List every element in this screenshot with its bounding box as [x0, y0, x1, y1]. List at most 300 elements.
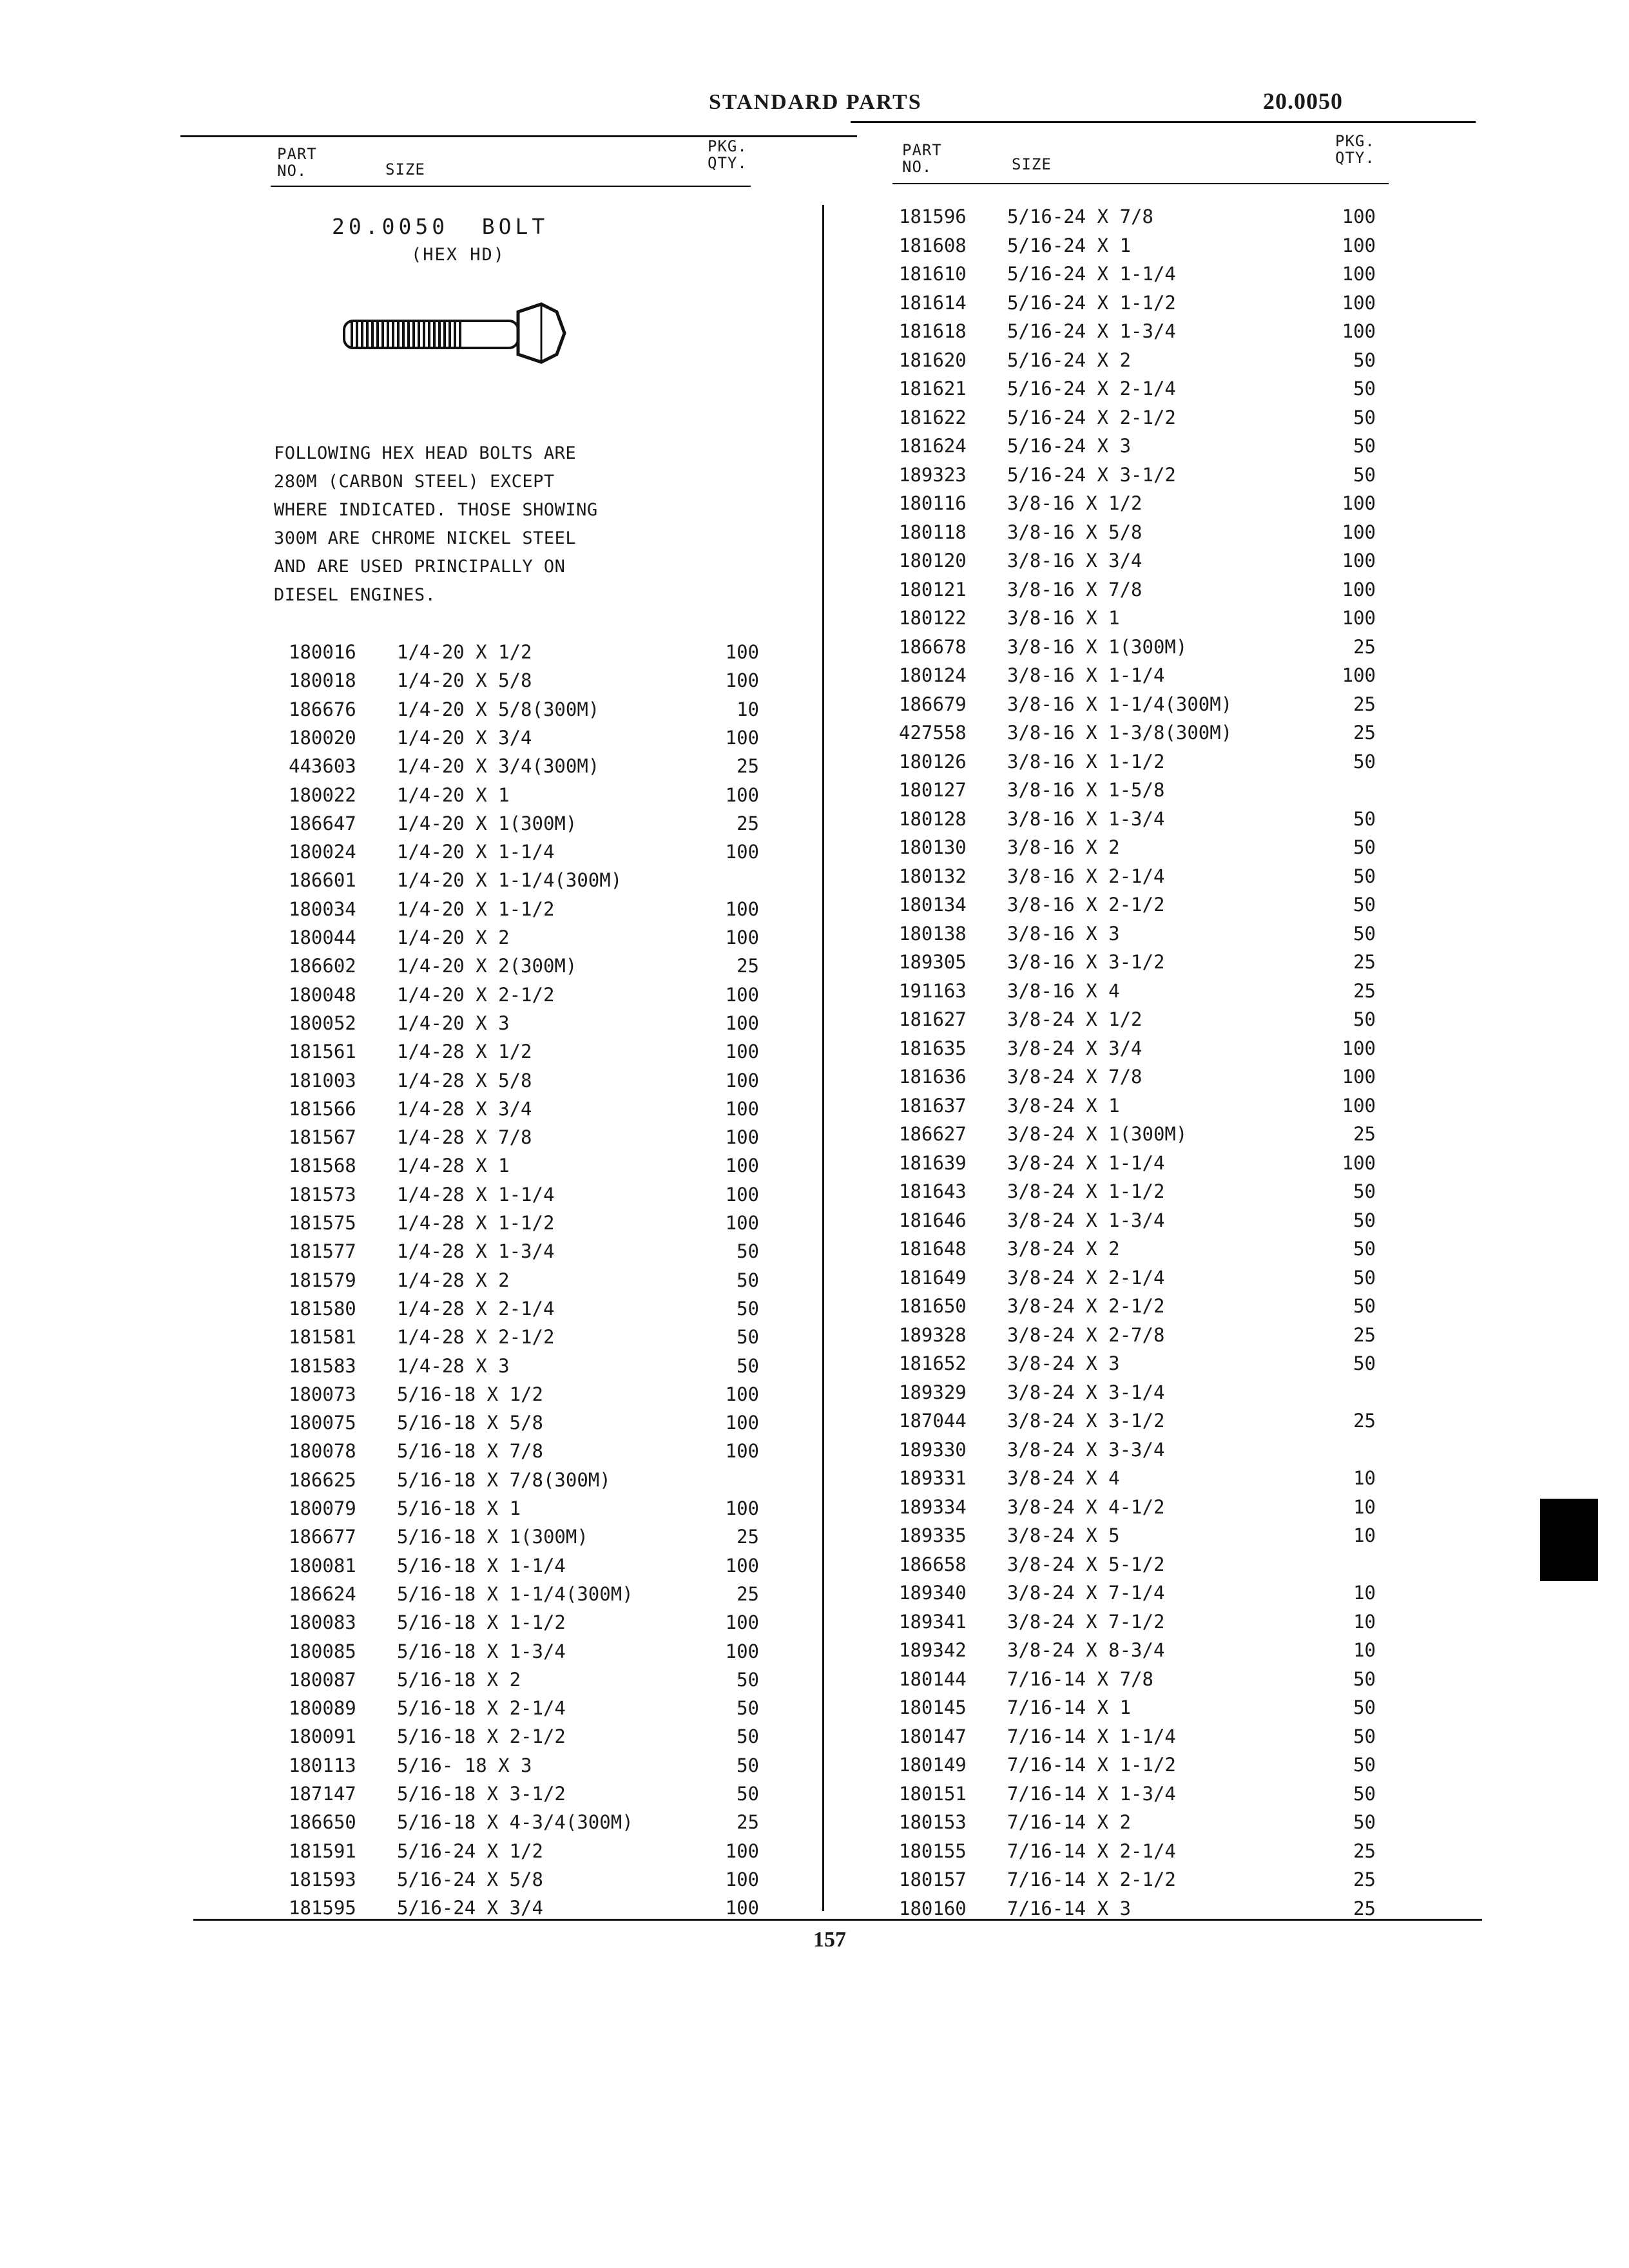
- part-size: 3/8-24 X 7-1/2: [1007, 1610, 1165, 1633]
- package-quantity: 100: [725, 1041, 759, 1063]
- table-row: [899, 546, 1376, 575]
- part-size: 5/16-18 X 1(300M): [397, 1526, 588, 1548]
- package-quantity: 100: [725, 669, 759, 692]
- table-row: [289, 1494, 759, 1523]
- part-number: 181583: [289, 1354, 356, 1377]
- part-size: 3/8-24 X 3-1/4: [1007, 1381, 1165, 1403]
- section-number: 20.0050: [1263, 88, 1343, 114]
- part-number: 181621: [899, 378, 967, 399]
- hex-head-bolt-illustration: [340, 298, 572, 369]
- table-row: [899, 1264, 1376, 1292]
- part-size: 1/4-20 X 5/8: [397, 669, 532, 692]
- part-size: 5/16-24 X 7/8: [1007, 206, 1153, 227]
- part-number: 181622: [899, 406, 967, 428]
- part-size: 1/4-28 X 3: [397, 1354, 510, 1377]
- part-size: 3/8-24 X 2-1/2: [1007, 1295, 1165, 1317]
- part-size: 3/8-16 X 1-1/2: [1007, 750, 1165, 773]
- table-row: [289, 666, 759, 695]
- package-quantity: 50: [1353, 1266, 1376, 1289]
- table-row: [899, 1894, 1376, 1923]
- table-row: [899, 1808, 1376, 1836]
- table-row: [899, 1062, 1376, 1091]
- part-number: 180091: [289, 1725, 356, 1748]
- part-size: 5/16-18 X 1-1/4(300M): [397, 1582, 633, 1605]
- package-quantity: 50: [1353, 349, 1376, 371]
- table-row: [289, 866, 759, 894]
- part-size: 5/16-18 X 1-1/4: [397, 1554, 566, 1577]
- part-size: 3/8-16 X 1-3/8(300M): [1007, 722, 1233, 744]
- part-number: 180034: [289, 898, 356, 920]
- table-row: [899, 1579, 1376, 1607]
- table-row: [899, 1608, 1376, 1636]
- package-quantity: 100: [1342, 291, 1376, 314]
- table-row: [289, 1580, 759, 1608]
- part-number: 180044: [289, 927, 356, 948]
- part-size: 5/16-24 X 1-1/4: [1007, 263, 1176, 285]
- part-number: 181639: [899, 1151, 967, 1174]
- part-number: 180153: [899, 1811, 967, 1833]
- package-quantity: 100: [725, 1554, 759, 1577]
- package-quantity: 50: [1353, 836, 1376, 858]
- part-size: 3/8-24 X 3-1/2: [1007, 1410, 1165, 1432]
- package-quantity: 100: [725, 1611, 759, 1634]
- package-quantity: 100: [725, 1897, 759, 1919]
- part-size: 3/8-24 X 1-3/4: [1007, 1209, 1165, 1231]
- part-size: 3/8-16 X 2: [1007, 836, 1120, 858]
- table-row: [899, 374, 1376, 403]
- part-size: 3/8-24 X 4-1/2: [1007, 1495, 1165, 1518]
- part-size: 3/8-16 X 7/8: [1007, 578, 1142, 601]
- part-size: 3/8-16 X 1: [1007, 607, 1120, 629]
- part-size: 5/16-24 X 1: [1007, 234, 1132, 256]
- table-row: [899, 575, 1376, 604]
- table-row: [289, 695, 759, 724]
- table-row: [289, 1751, 759, 1780]
- part-size: 7/16-14 X 7/8: [1007, 1667, 1153, 1690]
- part-size: 5/16-18 X 7/8(300M): [397, 1468, 611, 1491]
- part-number: 186624: [289, 1582, 356, 1605]
- part-number: 180147: [899, 1725, 967, 1747]
- part-number: 181620: [899, 349, 967, 371]
- table-row: [289, 1552, 759, 1580]
- part-size: 3/8-16 X 5/8: [1007, 521, 1142, 543]
- package-quantity: 100: [1342, 1151, 1376, 1174]
- part-size: 5/16-24 X 1-3/4: [1007, 320, 1176, 342]
- part-number: 180079: [289, 1497, 356, 1519]
- part-number: 180087: [289, 1668, 356, 1691]
- part-size: 7/16-14 X 1: [1007, 1696, 1132, 1718]
- package-quantity: 100: [725, 1212, 759, 1234]
- part-size: 1/4-20 X 1/2: [397, 641, 532, 663]
- part-number: 180048: [289, 983, 356, 1006]
- part-size: 7/16-14 X 1-1/2: [1007, 1754, 1176, 1776]
- part-number: 180124: [899, 664, 967, 686]
- package-quantity: 50: [1353, 894, 1376, 916]
- part-number: 181591: [289, 1840, 356, 1862]
- package-quantity: 50: [737, 1668, 759, 1691]
- part-size: 1/4-28 X 7/8: [397, 1126, 532, 1149]
- part-size: 1/4-20 X 3/4: [397, 726, 532, 749]
- table-row: [899, 1407, 1376, 1435]
- package-quantity: 100: [1342, 1037, 1376, 1059]
- left-heading-rule: [271, 186, 751, 187]
- part-number: 186627: [899, 1123, 967, 1145]
- package-quantity: 50: [1353, 1295, 1376, 1317]
- part-number: 189329: [899, 1381, 967, 1403]
- part-number: 189323: [899, 463, 967, 486]
- part-size: 3/8-24 X 4: [1007, 1467, 1120, 1489]
- package-quantity: 100: [725, 1155, 759, 1177]
- part-number: 181596: [899, 206, 967, 227]
- table-row: [899, 289, 1376, 317]
- table-row: [289, 1209, 759, 1237]
- part-number: 181573: [289, 1183, 356, 1206]
- part-number: 180122: [899, 607, 967, 629]
- part-size: 3/8-24 X 1/2: [1007, 1008, 1142, 1030]
- table-row: [899, 1636, 1376, 1664]
- part-number: 180138: [899, 922, 967, 945]
- part-number: 180128: [899, 807, 967, 830]
- package-quantity: 50: [1353, 1238, 1376, 1260]
- table-row: [289, 838, 759, 866]
- table-row: [289, 1151, 759, 1180]
- part-size: 1/4-28 X 5/8: [397, 1069, 532, 1091]
- part-size: 1/4-28 X 1-3/4: [397, 1240, 555, 1263]
- table-row: [899, 518, 1376, 546]
- part-size: 5/16-18 X 4-3/4(300M): [397, 1811, 633, 1834]
- table-row: [899, 633, 1376, 661]
- table-row: [899, 661, 1376, 689]
- bolt-title: 20.0050 BOLT: [332, 214, 549, 239]
- part-size: 7/16-14 X 2-1/2: [1007, 1869, 1176, 1890]
- part-size: 1/4-20 X 2(300M): [397, 955, 577, 977]
- package-quantity: 25: [1353, 635, 1376, 658]
- part-size: 5/16-18 X 2-1/2: [397, 1725, 566, 1748]
- package-quantity: 25: [737, 1526, 759, 1548]
- table-row: [899, 919, 1376, 948]
- table-row: [289, 895, 759, 923]
- table-row: [899, 604, 1376, 632]
- table-row: [899, 1005, 1376, 1033]
- right-qty-heading: PKG. QTY.: [1335, 132, 1375, 167]
- part-number: 180078: [289, 1440, 356, 1463]
- package-quantity: 50: [1353, 922, 1376, 945]
- part-size: 3/8-16 X 2-1/2: [1007, 894, 1165, 916]
- part-number: 180022: [289, 783, 356, 806]
- package-quantity: 50: [1353, 435, 1376, 457]
- part-size: 3/8-24 X 3/4: [1007, 1037, 1142, 1059]
- package-quantity: 50: [1353, 1725, 1376, 1747]
- table-row: [289, 1237, 759, 1265]
- package-quantity: 100: [725, 1012, 759, 1034]
- part-number: 181637: [899, 1094, 967, 1117]
- package-quantity: 50: [1353, 750, 1376, 773]
- table-row: [899, 1149, 1376, 1177]
- table-row: [289, 724, 759, 752]
- table-row: [899, 1177, 1376, 1206]
- table-row: [899, 1091, 1376, 1120]
- table-row: [899, 1120, 1376, 1148]
- part-size: 1/4-28 X 2-1/4: [397, 1297, 555, 1320]
- part-number: 186602: [289, 955, 356, 977]
- part-number: 180132: [899, 865, 967, 887]
- package-quantity: 100: [725, 1640, 759, 1662]
- table-row: [899, 1321, 1376, 1349]
- package-quantity: 25: [737, 812, 759, 834]
- table-row: [289, 1380, 759, 1408]
- part-size: 3/8-16 X 3/4: [1007, 550, 1142, 572]
- package-quantity: 50: [1353, 378, 1376, 399]
- table-row: [289, 1865, 759, 1894]
- part-size: 1/4-20 X 5/8(300M): [397, 698, 600, 720]
- part-number: 181003: [289, 1069, 356, 1091]
- package-quantity: 25: [737, 1582, 759, 1605]
- table-row: [289, 1323, 759, 1351]
- header-rule-right: [851, 121, 1476, 123]
- right-size-heading: SIZE: [1012, 155, 1052, 173]
- table-row: [899, 1235, 1376, 1263]
- package-quantity: 25: [737, 955, 759, 977]
- package-quantity: 25: [1353, 1410, 1376, 1432]
- part-size: 5/16-24 X 2-1/2: [1007, 406, 1176, 428]
- package-quantity: 50: [737, 1269, 759, 1291]
- package-quantity: 100: [1342, 521, 1376, 543]
- part-number: 181648: [899, 1238, 967, 1260]
- part-size: 3/8-24 X 5-1/2: [1007, 1553, 1165, 1575]
- package-quantity: 50: [1353, 1180, 1376, 1202]
- part-size: 1/4-20 X 1(300M): [397, 812, 577, 834]
- part-number: 181610: [899, 263, 967, 285]
- table-row: [289, 1437, 759, 1465]
- part-number: 186650: [289, 1811, 356, 1834]
- part-size: 3/8-24 X 1(300M): [1007, 1123, 1188, 1145]
- part-number: 189328: [899, 1323, 967, 1346]
- part-number: 180149: [899, 1754, 967, 1776]
- part-number: 186601: [289, 869, 356, 892]
- part-number: 180120: [899, 550, 967, 572]
- right-part-heading: PART NO.: [902, 141, 942, 176]
- part-size: 5/16-18 X 1: [397, 1497, 521, 1519]
- table-row: [289, 1722, 759, 1751]
- bolt-subtitle: (HEX HD): [411, 245, 506, 265]
- part-number: 180113: [289, 1754, 356, 1776]
- table-row: [289, 1694, 759, 1722]
- part-number: 180160: [899, 1897, 967, 1919]
- left-part-heading: PART NO.: [277, 145, 317, 180]
- part-number: 181636: [899, 1066, 967, 1088]
- part-number: 180020: [289, 726, 356, 749]
- package-quantity: 100: [725, 783, 759, 806]
- part-size: 3/8-16 X 3: [1007, 922, 1120, 945]
- header-rule-left: [180, 135, 857, 137]
- part-number: 180016: [289, 641, 356, 663]
- part-number: 186658: [899, 1553, 967, 1575]
- part-number: 186647: [289, 812, 356, 834]
- table-row: [899, 747, 1376, 776]
- part-size: 3/8-16 X 2-1/4: [1007, 865, 1165, 887]
- package-quantity: 25: [1353, 693, 1376, 715]
- part-number: 189335: [899, 1524, 967, 1546]
- part-number: 181652: [899, 1352, 967, 1374]
- part-size: 3/8-16 X 4: [1007, 979, 1120, 1002]
- part-size: 3/8-16 X 1-1/4: [1007, 664, 1165, 686]
- part-number: 181614: [899, 291, 967, 314]
- part-size: 1/4-28 X 2-1/2: [397, 1326, 555, 1349]
- table-row: [899, 718, 1376, 747]
- package-quantity: 10: [1353, 1524, 1376, 1546]
- table-row: [289, 1637, 759, 1666]
- package-quantity: 50: [737, 1326, 759, 1349]
- part-size: 5/16-24 X 1/2: [397, 1840, 543, 1862]
- part-size: 7/16-14 X 3: [1007, 1897, 1132, 1919]
- part-number: 181575: [289, 1212, 356, 1234]
- table-row: [899, 805, 1376, 833]
- part-number: 186625: [289, 1468, 356, 1491]
- left-qty-heading: PKG. QTY.: [708, 137, 747, 172]
- part-size: 3/8-16 X 1/2: [1007, 492, 1142, 514]
- table-row: [899, 432, 1376, 460]
- package-quantity: 50: [737, 1725, 759, 1748]
- table-row: [289, 809, 759, 838]
- part-size: 5/16-24 X 2-1/4: [1007, 378, 1176, 399]
- page-title: STANDARD PARTS: [709, 90, 922, 114]
- part-number: 180134: [899, 894, 967, 916]
- table-row: [289, 1408, 759, 1437]
- table-row: [899, 1436, 1376, 1464]
- part-number: 189334: [899, 1495, 967, 1518]
- table-row: [289, 1266, 759, 1294]
- table-row: [899, 403, 1376, 432]
- package-quantity: 50: [1353, 406, 1376, 428]
- part-number: 189331: [899, 1467, 967, 1489]
- table-row: [899, 948, 1376, 976]
- table-row: [289, 1466, 759, 1494]
- package-quantity: 50: [737, 1354, 759, 1377]
- part-size: 7/16-14 X 2-1/4: [1007, 1840, 1176, 1862]
- part-number: 180085: [289, 1640, 356, 1662]
- part-number: 189305: [899, 951, 967, 973]
- table-row: [289, 1523, 759, 1551]
- part-number: 180116: [899, 492, 967, 514]
- table-row: [289, 1009, 759, 1037]
- table-row: [899, 1206, 1376, 1235]
- part-number: 181595: [289, 1897, 356, 1919]
- part-size: 3/8-24 X 5: [1007, 1524, 1120, 1546]
- part-number: 186679: [899, 693, 967, 715]
- part-number: 186677: [289, 1526, 356, 1548]
- part-size: 5/16-18 X 2-1/4: [397, 1697, 566, 1720]
- part-size: 3/8-16 X 1(300M): [1007, 635, 1188, 658]
- package-quantity: 50: [737, 1754, 759, 1776]
- part-size: 3/8-16 X 1-5/8: [1007, 779, 1165, 801]
- table-row: [899, 690, 1376, 718]
- part-size: 1/4-28 X 1/2: [397, 1041, 532, 1063]
- part-number: 181566: [289, 1097, 356, 1120]
- part-size: 1/4-28 X 1: [397, 1155, 510, 1177]
- part-number: 181593: [289, 1868, 356, 1890]
- package-quantity: 25: [1353, 722, 1376, 744]
- table-row: [899, 1464, 1376, 1492]
- table-row: [899, 862, 1376, 890]
- package-quantity: 100: [725, 927, 759, 948]
- table-row: [899, 1292, 1376, 1320]
- part-size: 5/16-18 X 5/8: [397, 1412, 543, 1434]
- package-quantity: 50: [737, 1697, 759, 1720]
- package-quantity: 50: [737, 1783, 759, 1805]
- package-quantity: 10: [737, 698, 759, 720]
- package-quantity: 100: [725, 726, 759, 749]
- part-size: 3/8-24 X 7-1/4: [1007, 1582, 1165, 1604]
- package-quantity: 50: [1353, 1696, 1376, 1718]
- package-quantity: 100: [725, 1183, 759, 1206]
- part-size: 1/4-28 X 2: [397, 1269, 510, 1291]
- part-size: 3/8-24 X 3: [1007, 1352, 1120, 1374]
- package-quantity: 10: [1353, 1467, 1376, 1489]
- part-number: 180157: [899, 1869, 967, 1890]
- table-row: [899, 890, 1376, 919]
- table-row: [289, 781, 759, 809]
- table-row: [899, 833, 1376, 861]
- part-number: 181646: [899, 1209, 967, 1231]
- table-row: [899, 1349, 1376, 1378]
- package-quantity: 100: [725, 1126, 759, 1149]
- part-number: 180127: [899, 779, 967, 801]
- part-size: 5/16-24 X 1-1/2: [1007, 291, 1176, 314]
- package-quantity: 100: [1342, 492, 1376, 514]
- part-size: 5/16-24 X 3-1/2: [1007, 463, 1176, 486]
- package-quantity: 100: [725, 1412, 759, 1434]
- package-quantity: 100: [725, 1440, 759, 1463]
- table-row: [289, 1352, 759, 1380]
- part-number: 180075: [289, 1412, 356, 1434]
- left-size-heading: SIZE: [385, 160, 425, 178]
- part-number: 187044: [899, 1410, 967, 1432]
- package-quantity: 100: [1342, 320, 1376, 342]
- package-quantity: 50: [1353, 463, 1376, 486]
- package-quantity: 50: [1353, 1209, 1376, 1231]
- table-row: [289, 1780, 759, 1808]
- package-quantity: 100: [725, 1097, 759, 1120]
- part-size: 1/4-20 X 1-1/4(300M): [397, 869, 622, 892]
- part-size: 5/16-18 X 1-1/2: [397, 1611, 566, 1634]
- part-size: 3/8-24 X 7/8: [1007, 1066, 1142, 1088]
- package-quantity: 100: [1342, 206, 1376, 227]
- part-number: 180081: [289, 1554, 356, 1577]
- package-quantity: 50: [1353, 1667, 1376, 1690]
- package-quantity: 50: [1353, 807, 1376, 830]
- part-number: 181643: [899, 1180, 967, 1202]
- package-quantity: 100: [725, 1383, 759, 1405]
- part-size: 5/16-18 X 3-1/2: [397, 1783, 566, 1805]
- table-row: [899, 231, 1376, 260]
- page-number: 157: [813, 1928, 846, 1952]
- package-quantity: 25: [1353, 1123, 1376, 1145]
- package-quantity: 25: [1353, 951, 1376, 973]
- package-quantity: 100: [725, 1840, 759, 1862]
- part-size: 1/4-20 X 1-1/2: [397, 898, 555, 920]
- part-number: 181624: [899, 435, 967, 457]
- part-number: 181635: [899, 1037, 967, 1059]
- right-heading-rule: [892, 183, 1389, 184]
- table-row: [899, 1751, 1376, 1779]
- part-number: 180089: [289, 1697, 356, 1720]
- table-row: [899, 1865, 1376, 1894]
- package-quantity: 25: [737, 1811, 759, 1834]
- package-quantity: 10: [1353, 1495, 1376, 1518]
- part-number: 186676: [289, 698, 356, 720]
- package-quantity: 100: [1342, 607, 1376, 629]
- part-number: 181561: [289, 1041, 356, 1063]
